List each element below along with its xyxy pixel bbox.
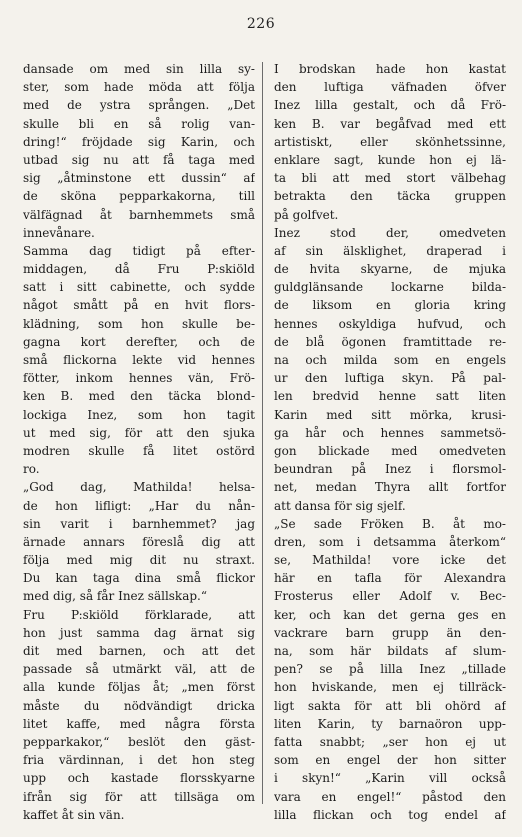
text-line: na och milda som en engels <box>274 353 506 367</box>
text-line: vackrare barn grupp än den- <box>274 625 506 640</box>
text-line: dansade om med sin lilla sy- <box>23 62 255 76</box>
left-text-column <box>23 60 255 824</box>
text-line: ken B. var begåfvad med ett <box>274 116 506 131</box>
text-line: pen? se på lilla Inez „tillade <box>274 662 506 677</box>
text-line: ro. <box>23 462 40 477</box>
text-line: klädning, som hon skulle be- <box>23 316 255 331</box>
text-line: ta bli att med stort välbehag <box>274 171 506 186</box>
text-line: len bredvid henne satt liten <box>274 389 506 404</box>
text-line: se, Mathilda! vore icke det <box>274 553 506 568</box>
text-line: gagna kort derefter, och de <box>23 334 255 349</box>
text-line: beundran på Inez i florsmol- <box>274 462 506 477</box>
text-line: „Se sade Fröken B. åt mo- <box>274 516 506 531</box>
text-line: som en engel der hon sitter <box>274 753 506 768</box>
text-line: Fru P:skiöld förklarade, att <box>23 607 255 622</box>
text-line: guldglänsande lockarne bilda- <box>274 280 506 295</box>
page-number: 226 <box>246 16 276 32</box>
text-line: ligt sakta för att bli ohörd af <box>274 698 506 713</box>
text-line: Samma dag tidigt på efter- <box>23 243 255 258</box>
text-line: med dig, så får Inez sällskap.“ <box>23 589 207 604</box>
text-line: middagen, då Fru P:skiöld <box>23 262 255 277</box>
text-line: här en tafla för Alexandra <box>274 571 506 586</box>
text-line: sin varit i barnhemmet? jag <box>23 516 255 531</box>
text-line: Inez stod der, omedveten <box>274 225 506 240</box>
text-line: hon just samma dag ärnat sig <box>23 625 255 640</box>
text-line: hennes oskyldiga hufvud, och <box>274 316 506 331</box>
text-line: „God dag, Mathilda! helsa- <box>23 480 255 495</box>
text-line: de sköna pepparkakorna, till <box>23 189 255 204</box>
text-line: i skyn!“ „Karin vill också <box>274 771 506 786</box>
text-line: Du kan taga dina små flickor <box>23 571 255 586</box>
text-line: artistiskt, eller skönhetssinne, <box>274 134 506 149</box>
text-line: Inez lilla gestalt, och då Frö- <box>274 98 506 113</box>
text-line: enklare sagt, kunde hon ej lä- <box>274 152 506 167</box>
text-line: utbad sig nu att få taga med <box>23 152 255 167</box>
text-line: ker, och kan det gerna ges en <box>274 607 506 622</box>
text-line: gon blickade med omedveten <box>274 443 506 458</box>
text-line: sig „åtminstone ett dussin“ af <box>23 171 255 186</box>
text-line: net, medan Thyra allt fortfor <box>274 480 506 495</box>
text-line: ärnade annars föreslå dig att <box>23 534 255 549</box>
text-line: ken B. med den täcka blond- <box>23 389 255 404</box>
text-line: kaffet åt sin vän. <box>23 807 125 822</box>
text-line: modren skulle få litet ostörd <box>23 443 255 458</box>
column-divider <box>262 62 263 804</box>
text-line: vara en engel!“ påstod den <box>274 789 506 804</box>
text-line: innevånare. <box>23 225 95 240</box>
text-line: liten Karin, ty barnaöron upp- <box>274 716 506 731</box>
text-line: de blå ögonen framtittade re- <box>274 334 506 349</box>
text-line: I brodskan hade hon kastat <box>274 62 506 76</box>
text-line: dit med barnen, och att det <box>23 644 255 658</box>
text-line: välfägnad åt barnhemmets små <box>23 207 255 222</box>
text-line: fria värdinnan, i det hon steg <box>23 753 255 768</box>
text-line: ut med sig, för att den sjuka <box>23 425 255 440</box>
text-line: ster, som hade möda att följa <box>23 80 255 95</box>
text-line: på golfvet. <box>274 207 339 222</box>
text-line: små flickorna lekte vid hennes <box>23 353 255 367</box>
text-line: de hon lifligt: „Har du nån- <box>23 498 255 513</box>
text-line: lockiga Inez, som hon tagit <box>23 407 255 422</box>
text-line: litet kaffe, med några första <box>23 716 255 731</box>
text-line: Frosterus eller Adolf v. Bec- <box>274 589 506 604</box>
text-line: af sin älsklighet, draperad i <box>274 243 506 258</box>
text-line: följa med mig dit nu straxt. <box>23 553 255 568</box>
text-line: något smått på en hvit flors- <box>23 298 255 313</box>
text-line: hon hviskande, men ej tillräck- <box>274 680 506 695</box>
text-line: fötter, inkom hennes vän, Frö- <box>23 371 255 386</box>
text-line: satt i sitt cabinette, och sydde <box>23 280 255 295</box>
text-line: ifrån sig för att tillsäga om <box>23 789 255 804</box>
text-line: betrakta den täcka gruppen <box>274 189 506 204</box>
text-line: ga hår och hennes sammetsö- <box>274 425 506 440</box>
right-text-column <box>274 60 506 824</box>
text-line: skulle bli en så rolig van- <box>23 116 255 131</box>
text-line: pepparkakor,“ beslöt den gäst- <box>23 734 255 749</box>
text-line: lilla flickan och tog endel af <box>274 807 506 822</box>
text-line: att dansa för sig sjelf. <box>274 498 406 513</box>
text-line: de liksom en gloria kring <box>274 298 506 313</box>
text-line: Karin med sitt mörka, krusi- <box>274 407 506 422</box>
text-line: ur den luftiga skyn. På pal- <box>274 371 506 386</box>
text-line: den luftiga väfnaden öfver <box>274 80 506 95</box>
text-line: dren, som i detsamma återkom“ <box>274 534 506 549</box>
text-line: alla kunde följas åt; „men först <box>23 680 255 695</box>
text-line: fatta snabbt; „ser hon ej ut <box>274 734 506 749</box>
text-line: måste du nödvändigt dricka <box>23 698 255 713</box>
text-line: de hvita skyarne, de mjuka <box>274 262 506 277</box>
text-line: dring!“ fröjdade sig Karin, och <box>23 134 255 149</box>
text-line: na, som här bildats af slum- <box>274 644 506 658</box>
text-line: passade så utmärkt väl, att de <box>23 662 255 677</box>
text-line: med de ystra sprången. „Det <box>23 98 255 113</box>
text-line: upp och kastade florsskyarne <box>23 771 255 786</box>
